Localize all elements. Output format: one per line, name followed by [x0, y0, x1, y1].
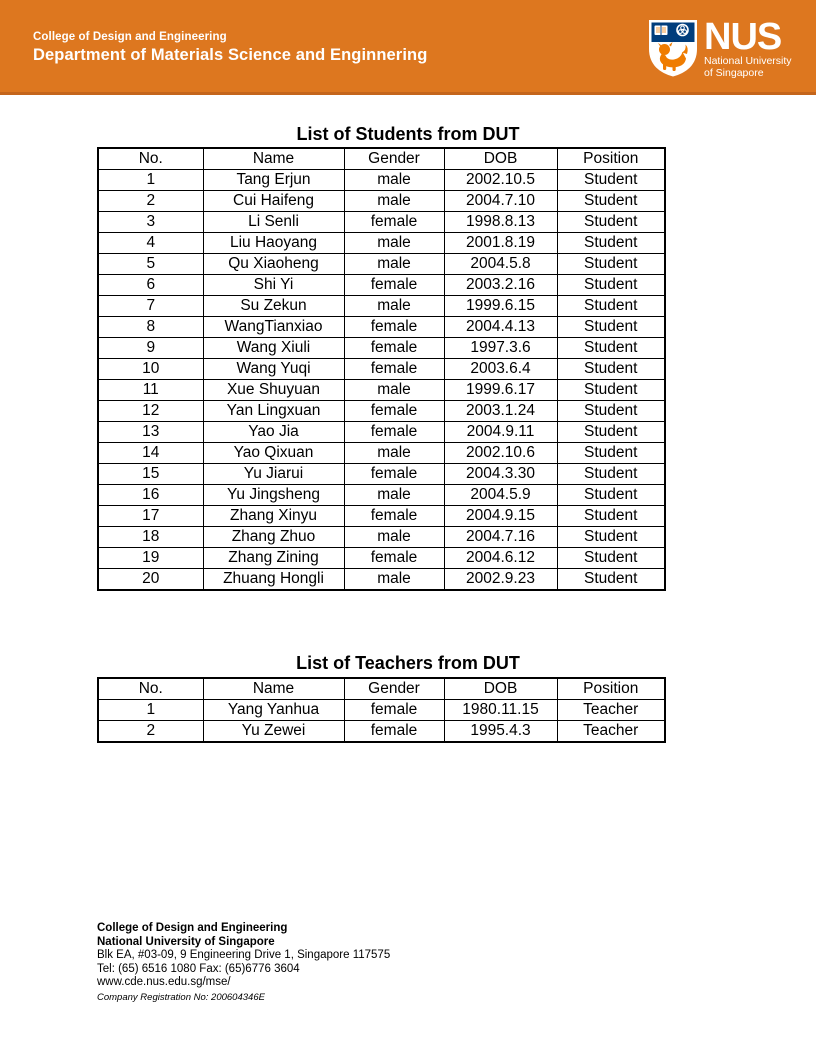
table-cell: WangTianxiao — [203, 317, 344, 338]
table-cell: 2002.10.5 — [444, 170, 557, 191]
table-cell: 1 — [98, 170, 203, 191]
table-cell: Teacher — [557, 700, 665, 721]
table-row — [98, 548, 665, 569]
footer-address-line: Blk EA, #03-09, 9 Engineering Drive 1, Singapore 117575 — [97, 949, 391, 961]
table-cell: Student — [557, 401, 665, 422]
table-cell: 2004.5.9 — [444, 485, 557, 506]
table-cell: Student — [557, 485, 665, 506]
table-row — [98, 422, 665, 443]
table-row — [98, 233, 665, 254]
students-table-body — [98, 170, 665, 591]
students-table — [97, 147, 666, 591]
nus-acronym: NUS — [704, 16, 782, 58]
column-header-dob: DOB — [444, 678, 557, 700]
table-cell: Student — [557, 212, 665, 233]
table-cell: Su Zekun — [203, 296, 344, 317]
nus-subtitle — [704, 56, 792, 79]
table-cell: Yu Zewei — [203, 721, 344, 743]
table-cell: Shi Yi — [203, 275, 344, 296]
footer-address-block — [97, 922, 390, 1005]
table-cell: Yang Yanhua — [203, 700, 344, 721]
table-row — [98, 485, 665, 506]
table-cell: female — [344, 212, 444, 233]
table-cell: 1 — [98, 700, 203, 721]
table-row — [98, 401, 665, 422]
teachers-table-title: List of Teachers from DUT — [296, 653, 520, 673]
table-cell: 5 — [98, 254, 203, 275]
table-cell: 2 — [98, 721, 203, 743]
teachers-header-row — [98, 678, 665, 700]
table-cell: Yao Jia — [203, 422, 344, 443]
table-cell: female — [344, 401, 444, 422]
table-row — [98, 212, 665, 233]
table-cell: Xue Shuyuan — [203, 380, 344, 401]
table-cell: Student — [557, 170, 665, 191]
table-cell: 11 — [98, 380, 203, 401]
table-cell: Student — [557, 338, 665, 359]
table-cell: 9 — [98, 338, 203, 359]
table-row — [98, 296, 665, 317]
teachers-table — [97, 677, 666, 743]
table-cell: 17 — [98, 506, 203, 527]
table-cell: female — [344, 506, 444, 527]
table-cell: 20 — [98, 569, 203, 591]
nus-wordmark — [704, 16, 792, 79]
table-cell: female — [344, 338, 444, 359]
table-row — [98, 569, 665, 591]
header-college-line: College of Design and Engineering — [33, 31, 227, 43]
table-cell: 2003.1.24 — [444, 401, 557, 422]
nus-logo — [648, 16, 792, 79]
table-cell: Yu Jiarui — [203, 464, 344, 485]
table-cell: 1980.11.15 — [444, 700, 557, 721]
table-cell: 2002.9.23 — [444, 569, 557, 591]
table-cell: 2004.7.10 — [444, 191, 557, 212]
table-cell: 12 — [98, 401, 203, 422]
table-row — [98, 317, 665, 338]
table-cell: Student — [557, 254, 665, 275]
column-header-name: Name — [203, 678, 344, 700]
table-cell: female — [344, 700, 444, 721]
table-cell: 4 — [98, 233, 203, 254]
table-row — [98, 191, 665, 212]
column-header-no: No. — [98, 148, 203, 170]
table-cell: 1997.3.6 — [444, 338, 557, 359]
footer-phone-fax-line: Tel: (65) 6516 1080 Fax: (65)6776 3604 — [97, 962, 300, 975]
teachers-table-body — [98, 700, 665, 743]
column-header-gender: Gender — [344, 148, 444, 170]
table-cell: Student — [557, 569, 665, 591]
table-cell: Yan Lingxuan — [203, 401, 344, 422]
table-cell: 1995.4.3 — [444, 721, 557, 743]
table-cell: Student — [557, 191, 665, 212]
column-header-dob: DOB — [444, 148, 557, 170]
column-header-no: No. — [98, 678, 203, 700]
table-cell: male — [344, 170, 444, 191]
table-cell: Zhang Xinyu — [203, 506, 344, 527]
table-cell: 2003.2.16 — [444, 275, 557, 296]
footer-university-line: National University of Singapore — [97, 935, 275, 948]
table-row — [98, 721, 665, 743]
table-cell: 10 — [98, 359, 203, 380]
table-cell: male — [344, 191, 444, 212]
table-cell: Teacher — [557, 721, 665, 743]
table-cell: 1999.6.15 — [444, 296, 557, 317]
header-banner — [0, 0, 816, 95]
table-cell: Zhang Zhuo — [203, 527, 344, 548]
header-department-line: Department of Materials Science and Enginnering — [33, 46, 428, 64]
table-cell: Liu Haoyang — [203, 233, 344, 254]
table-cell: male — [344, 527, 444, 548]
table-cell: 8 — [98, 317, 203, 338]
table-cell: 2003.6.4 — [444, 359, 557, 380]
table-cell: 2004.9.11 — [444, 422, 557, 443]
table-cell: Student — [557, 443, 665, 464]
table-cell: Student — [557, 233, 665, 254]
header-text-block — [33, 30, 427, 66]
table-cell: Student — [557, 296, 665, 317]
table-cell: male — [344, 443, 444, 464]
table-cell: Li Senli — [203, 212, 344, 233]
table-cell: male — [344, 233, 444, 254]
table-cell: 14 — [98, 443, 203, 464]
table-cell: 6 — [98, 275, 203, 296]
table-cell: Student — [557, 506, 665, 527]
column-header-position: Position — [557, 148, 665, 170]
book-icon — [655, 26, 668, 36]
table-cell: Zhuang Hongli — [203, 569, 344, 591]
table-cell: male — [344, 296, 444, 317]
column-header-position: Position — [557, 678, 665, 700]
table-cell: 3 — [98, 212, 203, 233]
table-cell: 1999.6.17 — [444, 380, 557, 401]
table-cell: Student — [557, 548, 665, 569]
table-row — [98, 527, 665, 548]
table-row — [98, 506, 665, 527]
table-cell: female — [344, 275, 444, 296]
table-cell: 13 — [98, 422, 203, 443]
table-cell: 2004.6.12 — [444, 548, 557, 569]
table-cell: female — [344, 317, 444, 338]
table-cell: Student — [557, 317, 665, 338]
table-cell: 7 — [98, 296, 203, 317]
table-cell: Student — [557, 527, 665, 548]
table-cell: Student — [557, 464, 665, 485]
students-table-title: List of Students from DUT — [296, 124, 520, 144]
table-cell: 1998.8.13 — [444, 212, 557, 233]
table-cell: Yu Jingsheng — [203, 485, 344, 506]
table-row — [98, 338, 665, 359]
table-cell: female — [344, 464, 444, 485]
table-cell: 2 — [98, 191, 203, 212]
table-cell: 15 — [98, 464, 203, 485]
table-cell: female — [344, 548, 444, 569]
nus-shield-icon — [648, 19, 698, 77]
table-cell: 18 — [98, 527, 203, 548]
table-cell: 2002.10.6 — [444, 443, 557, 464]
nus-subtitle-line1: National University — [704, 55, 792, 67]
table-row — [98, 275, 665, 296]
table-cell: Student — [557, 422, 665, 443]
column-header-gender: Gender — [344, 678, 444, 700]
table-cell: Student — [557, 359, 665, 380]
footer-college-line: College of Design and Engineering — [97, 922, 288, 934]
table-row — [98, 380, 665, 401]
footer-registration-line: Company Registration No: 200604346E — [97, 992, 265, 1003]
table-row — [98, 443, 665, 464]
table-cell: Wang Xiuli — [203, 338, 344, 359]
table-cell: Cui Haifeng — [203, 191, 344, 212]
table-cell: 2004.7.16 — [444, 527, 557, 548]
table-cell: 2004.5.8 — [444, 254, 557, 275]
table-cell: female — [344, 359, 444, 380]
table-cell: Student — [557, 380, 665, 401]
table-cell: male — [344, 569, 444, 591]
table-row — [98, 359, 665, 380]
table-cell: Qu Xiaoheng — [203, 254, 344, 275]
footer-website-line: www.cde.nus.edu.sg/mse/ — [97, 976, 231, 988]
table-row — [98, 170, 665, 191]
table-cell: 19 — [98, 548, 203, 569]
table-cell: female — [344, 422, 444, 443]
table-cell: 2001.8.19 — [444, 233, 557, 254]
table-cell: Yao Qixuan — [203, 443, 344, 464]
table-row — [98, 254, 665, 275]
nus-subtitle-line2: of Singapore — [704, 66, 764, 79]
table-cell: male — [344, 380, 444, 401]
table-cell: Wang Yuqi — [203, 359, 344, 380]
table-cell: 2004.3.30 — [444, 464, 557, 485]
table-cell: 2004.4.13 — [444, 317, 557, 338]
table-cell: female — [344, 721, 444, 743]
table-row — [98, 464, 665, 485]
table-cell: Student — [557, 275, 665, 296]
table-cell: male — [344, 485, 444, 506]
table-row — [98, 700, 665, 721]
column-header-name: Name — [203, 148, 344, 170]
students-header-row — [98, 148, 665, 170]
table-cell: Tang Erjun — [203, 170, 344, 191]
table-cell: male — [344, 254, 444, 275]
table-cell: 16 — [98, 485, 203, 506]
table-cell: 2004.9.15 — [444, 506, 557, 527]
table-cell: Zhang Zining — [203, 548, 344, 569]
